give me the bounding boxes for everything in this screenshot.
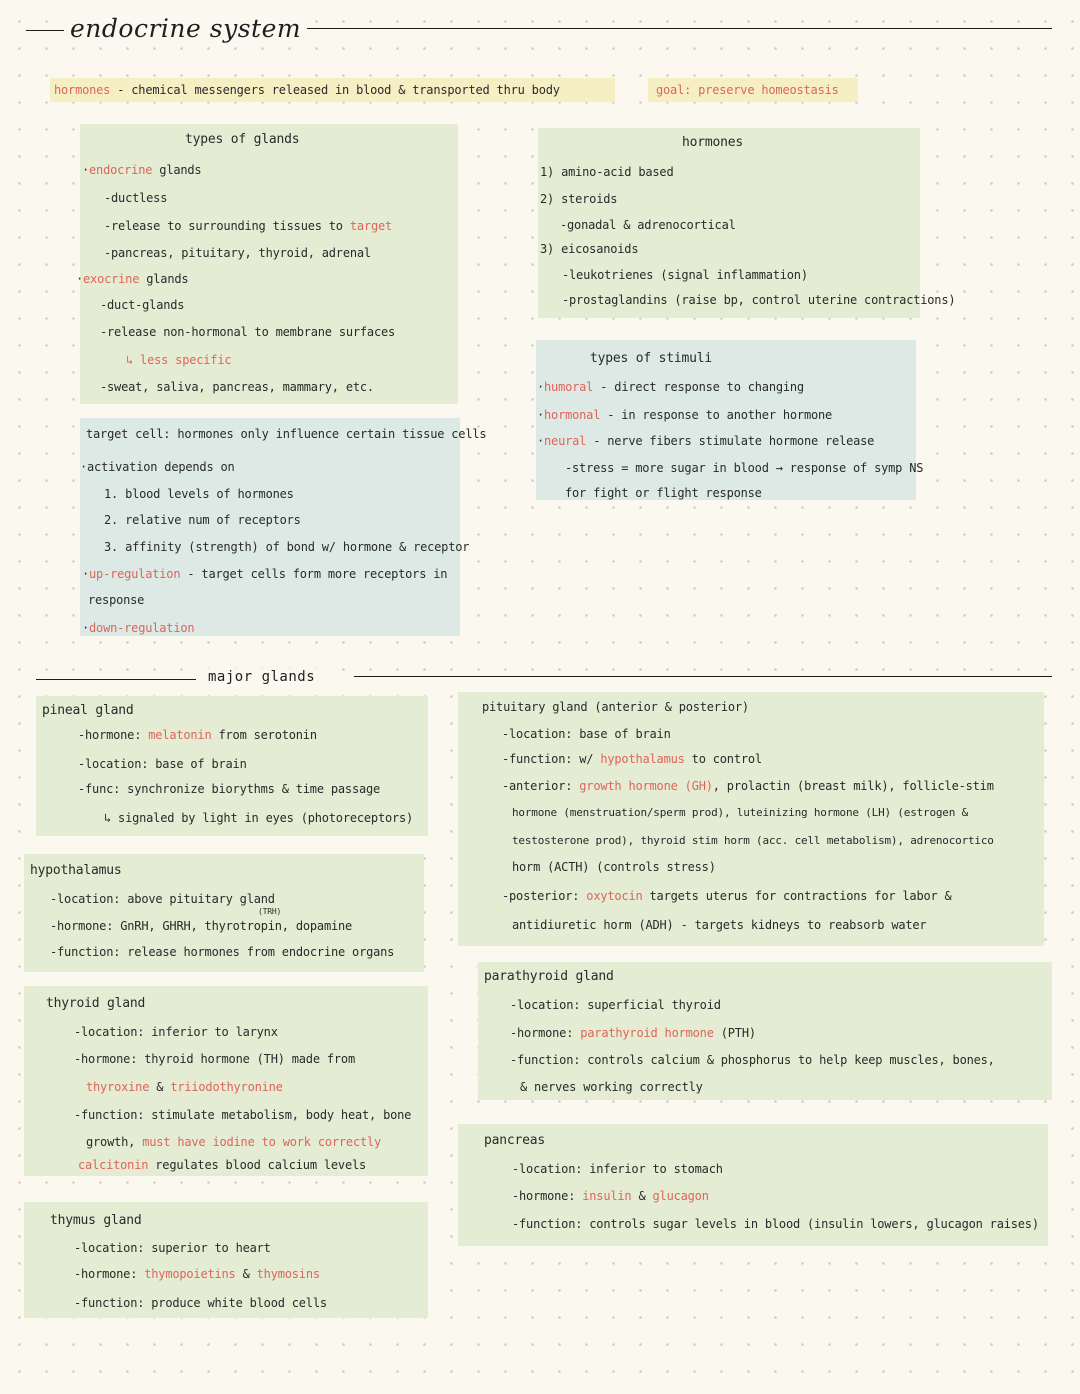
thyroid-l5 (86, 1135, 381, 1149)
glands-l3: -pancreas, pituitary, thyroid, adrenal (104, 246, 371, 260)
pancreas-l1: -location: inferior to stomach (512, 1162, 723, 1176)
pineal-l2: -location: base of brain (78, 757, 247, 771)
major-rule-left (36, 679, 196, 680)
endocrine-term: endocrine (89, 163, 153, 177)
pituitary-l8: antidiuretic horm (ADH) - targets kidneys to reabsorb water (512, 918, 927, 932)
target-l2: ·activation depends on (80, 460, 235, 474)
parathyroid-l2-rest: (PTH) (713, 1026, 756, 1040)
parathyroid-l2-label: -hormone: (510, 1026, 581, 1040)
parathyroid-l3: -function: controls calcium & phosphorus to help keep muscles, bones, (510, 1053, 995, 1067)
hypothalamus-l1: -location: above pituitary gland (50, 892, 275, 906)
parathyroid-l2 (510, 1026, 756, 1040)
pineal-l1 (78, 728, 317, 742)
stimuli-l5: for fight or flight response (565, 486, 762, 500)
hypothalamus-heading: hypothalamus (30, 863, 122, 878)
down-regulation-term: down-regulation (89, 621, 195, 635)
glands-heading: types of glands (185, 132, 300, 147)
hormones-l3: -gonadal & adrenocortical (560, 218, 736, 232)
pituitary-l6: horm (ACTH) (controls stress) (512, 860, 716, 874)
target-l1: target cell: hormones only influence certain tissue cells (86, 427, 487, 441)
endocrine-rest: glands (152, 163, 202, 177)
target-l4: 2. relative num of receptors (104, 513, 301, 527)
thyroid-l3-amp: & (149, 1080, 171, 1094)
parathyroid-l1: -location: superficial thyroid (510, 998, 721, 1012)
major-glands-label: major glands (202, 669, 321, 685)
pancreas-l2-amp: & (631, 1189, 653, 1203)
thyroid-l3 (86, 1080, 283, 1094)
hormones-l4: 3) eicosanoids (540, 242, 639, 256)
pancreas-l2-label: -hormone: (512, 1189, 583, 1203)
glands-l4: -duct-glands (100, 298, 185, 312)
title-rule-left (26, 30, 66, 31)
glands-l7: -sweat, saliva, pancreas, mammary, etc. (100, 380, 374, 394)
thymus-heading: thymus gland (50, 1213, 142, 1228)
page-title: endocrine system (64, 14, 307, 43)
pineal-l1-label: -hormone: (78, 728, 149, 742)
pancreas-heading: pancreas (484, 1133, 546, 1148)
pituitary-l5: testosterone prod), thyroid stim horm (acc. cell metabolism), adrenocortico (512, 834, 994, 847)
thymus-l2-label: -hormone: (74, 1267, 145, 1281)
calcitonin-term: calcitonin (78, 1158, 149, 1172)
melatonin-term: melatonin (148, 728, 212, 742)
pituitary-l7 (502, 889, 952, 903)
thyroxine-term: thyroxine (86, 1080, 150, 1094)
exocrine-rest: glands (139, 272, 189, 286)
exocrine-term: exocrine (83, 272, 140, 286)
thyroid-l2: -hormone: thyroid hormone (TH) made from (74, 1052, 355, 1066)
stimuli-l2: ·hormonal - in response to another hormone (537, 408, 833, 422)
hormonal-text: - in response to another hormone (600, 408, 833, 422)
glands-l2-target: target (349, 219, 393, 233)
title-rule-right (290, 28, 1052, 29)
stimuli-l1: ·humoral - direct response to changing (537, 380, 804, 394)
thymosins-term: thymosins (256, 1267, 320, 1281)
thyroid-l1: -location: inferior to larynx (74, 1025, 278, 1039)
glands-l6: ↳ less specific (126, 353, 232, 367)
intro-goal: goal: preserve homeostasis (656, 83, 839, 97)
intro-term: hormones (54, 83, 111, 97)
intro-text: - chemical messengers released in blood & transported thru body (110, 83, 560, 97)
thyroid-heading: thyroid gland (46, 996, 146, 1011)
pituitary-l2-label: -function: w/ (502, 752, 601, 766)
pituitary-l3-rest: , prolactin (breast milk), follicle-stim (712, 779, 994, 793)
hormones-l1: 1) amino-acid based (540, 165, 674, 179)
stimuli-heading: types of stimuli (590, 351, 713, 366)
neural-text: - nerve fibers stimulate hormone release (586, 434, 875, 448)
pineal-l1-rest: from serotonin (211, 728, 317, 742)
pth-term: parathyroid hormone (580, 1026, 714, 1040)
glucagon-term: glucagon (652, 1189, 709, 1203)
pituitary-l1: -location: base of brain (502, 727, 671, 741)
humoral-term: humoral (544, 380, 594, 394)
up-regulation-term: up-regulation (89, 567, 181, 581)
posterior-label: -posterior: (502, 889, 587, 903)
parathyroid-l4: & nerves working correctly (520, 1080, 703, 1094)
hypothalamus-l2note: (TRH) (258, 907, 282, 916)
pituitary-l2-rest: to control (684, 752, 762, 766)
target-l7: response (88, 593, 145, 607)
pituitary-l2 (502, 752, 762, 766)
hormones-heading: hormones (682, 135, 744, 150)
hypothalamus-l3: -function: release hormones from endocrine organs (50, 945, 395, 959)
pineal-heading: pineal gland (42, 703, 134, 718)
oxytocin-term: oxytocin (586, 889, 643, 903)
glands-l5: -release non-hormonal to membrane surfaces (100, 325, 396, 339)
iodine-note: must have iodine to work correctly (142, 1135, 382, 1149)
pineal-l4: ↳ signaled by light in eyes (photoreceptors) (104, 811, 414, 825)
thyroid-l5-text: growth, (86, 1135, 143, 1149)
hormones-l5: -leukotrienes (signal inflammation) (562, 268, 808, 282)
pancreas-l2 (512, 1189, 709, 1203)
up-regulation-text: - target cells form more receptors in (180, 567, 448, 581)
humoral-text: - direct response to changing (593, 380, 804, 394)
glands-l2-text: -release to surrounding tissues to (104, 219, 350, 233)
hormones-l2: 2) steroids (540, 192, 618, 206)
pancreas-l3: -function: controls sugar levels in blood (insulin lowers, glucagon raises) (512, 1217, 1039, 1231)
thymus-l2-amp: & (235, 1267, 257, 1281)
thymus-l3: -function: produce white blood cells (74, 1296, 327, 1310)
parathyroid-heading: parathyroid gland (484, 969, 614, 984)
hypothalamus-l2: -hormone: GnRH, GHRH, thyrotropin, dopamine (50, 919, 353, 933)
thyroid-l4: -function: stimulate metabolism, body heat, bone (74, 1108, 412, 1122)
hormones-l6: -prostaglandins (raise bp, control uterine contractions) (562, 293, 956, 307)
pineal-l3: -func: synchronize biorythms & time passage (78, 782, 381, 796)
target-l3: 1. blood levels of hormones (104, 487, 294, 501)
glands-l1: -ductless (104, 191, 168, 205)
major-rule-right (354, 676, 1052, 677)
anterior-label: -anterior: (502, 779, 580, 793)
insulin-term: insulin (582, 1189, 632, 1203)
thyroid-l6 (78, 1158, 366, 1172)
hormonal-term: hormonal (544, 408, 601, 422)
glands-l2 (104, 219, 392, 233)
thyroid-l6-text: regulates blood calcium levels (148, 1158, 367, 1172)
neural-term: neural (544, 434, 587, 448)
hypothalamus-term: hypothalamus (600, 752, 685, 766)
pituitary-l4: hormone (menstruation/sperm prod), luteinizing hormone (LH) (estrogen & (512, 806, 969, 819)
stimuli-l4: -stress = more sugar in blood → response of symp NS (565, 461, 924, 475)
stimuli-l3: ·neural - nerve fibers stimulate hormone release (537, 434, 875, 448)
target-l8: ·down-regulation (82, 621, 195, 635)
growth-hormone-term: growth hormone (GH) (579, 779, 713, 793)
thymopoietins-term: thymopoietins (144, 1267, 236, 1281)
target-l5: 3. affinity (strength) of bond w/ hormone & receptor (104, 540, 470, 554)
target-l6: ·up-regulation - target cells form more receptors in (82, 567, 448, 581)
intro-definition (54, 83, 560, 97)
pituitary-heading: pituitary gland (anterior & posterior) (482, 700, 749, 714)
thymus-l1: -location: superior to heart (74, 1241, 271, 1255)
triiodothyronine-term: triiodothyronine (170, 1080, 283, 1094)
glands-endocrine: ·endocrine glands (82, 163, 202, 177)
glands-exocrine: ·exocrine glands (76, 272, 189, 286)
pituitary-l3 (502, 779, 994, 793)
thymus-l2 (74, 1267, 320, 1281)
pituitary-l7-rest: targets uterus for contractions for labor & (642, 889, 952, 903)
